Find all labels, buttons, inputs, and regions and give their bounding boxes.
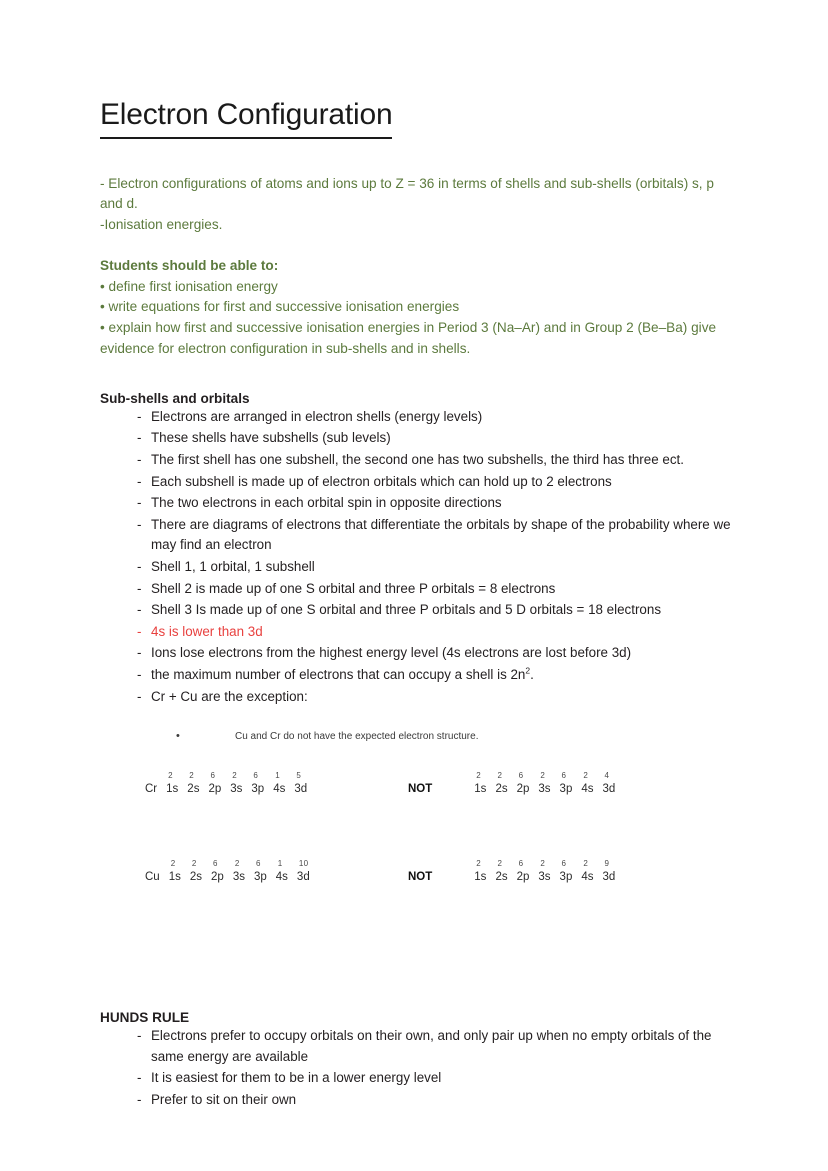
orbital-term [538,859,559,884]
orbital-term [189,859,211,884]
not-label: NOT [408,783,433,796]
orbital-term [581,771,602,796]
orbital-term [253,859,276,884]
orbital-electron-count: 2 [540,859,546,869]
orbital-term [538,771,559,796]
orbital-electron-count: 6 [213,859,218,869]
list-item [100,1090,740,1111]
orbital-term [208,771,230,796]
orbital-term [602,859,625,884]
orbital-electron-count: 2 [189,771,194,781]
orbital-term [273,771,294,796]
list-item-label: 4s is lower than 3d [151,623,263,639]
orbital-label: 1s [474,783,487,796]
orbital-term [559,859,582,884]
orbital-label: 2p [516,871,530,884]
orbital-electron-count: 6 [518,771,524,781]
document-content [100,98,740,1111]
orbital-label: 3d [602,871,616,884]
orbital-label: 1s [474,871,487,884]
orbital-term [602,771,625,796]
list-item-tail: . [530,667,534,682]
orbital-electron-count: 2 [234,859,240,869]
hunds-rule-heading: HUNDS RULE [100,1010,190,1026]
list-item [100,557,740,578]
orbital-label: 1s [166,783,179,796]
electron-configuration-row [145,771,316,796]
page-title: Electron Configuration [100,98,392,139]
spec-line-1: - Electron configurations of atoms and ions up to Z = 36 in terms of shells and sub-shells (orbitals) s, p and d. [100,175,714,212]
electron-configuration-row [145,859,319,884]
list-item [100,687,740,708]
orbital-term [187,771,208,796]
orbital-electron-count: 2 [232,771,237,781]
orbital-term [275,859,297,884]
list-item-label: Ions lose electrons from the highest energy level (4s electrons are lost before 3d) [151,645,632,661]
orbital-label: 4s [581,871,594,884]
list-item-label: Electrons prefer to occupy orbitals on their own, and only pair up when no empty orbitals of the same energy are available [151,1028,712,1064]
orbital-electron-count: 2 [583,771,588,781]
orbital-electron-count: 2 [497,771,503,781]
orbital-electron-count: 6 [253,771,259,781]
orbital-electron-count: 2 [497,859,503,869]
orbital-label: 2p [208,783,222,796]
subshells-list [100,407,740,707]
orbital-label: 2s [495,783,508,796]
orbital-term [230,771,251,796]
orbital-electron-count: 6 [561,859,567,869]
list-item [100,450,740,471]
orbital-electron-count: 6 [561,771,567,781]
orbital-term [516,859,539,884]
list-item [100,643,740,664]
hunds-rule-section [100,1010,740,1110]
orbital-electron-count: 2 [170,859,176,869]
orbital-electron-count: 1 [277,859,283,869]
element-symbol: Cu [145,871,160,884]
orbital-term [474,771,495,796]
orbital-label: 3d [294,783,308,796]
list-item [100,665,740,686]
orbital-label: 4s [581,783,594,796]
orbital-label: 3p [559,871,573,884]
list-item-label: Shell 1, 1 orbital, 1 subshell [151,559,315,575]
orbital-electron-count: 6 [518,859,524,869]
students-should-heading: Students should be able to: [100,257,279,273]
orbital-electron-count: 6 [255,859,261,869]
spec-bullet-1: • define first ionisation energy [100,278,278,294]
hunds-rule-list [100,1026,740,1110]
orbital-electron-count: 2 [476,859,481,869]
list-item-label: The two electrons in each orbital spin in opposite directions [151,495,502,511]
orbital-electron-count: 2 [476,771,481,781]
list-item [100,1026,740,1067]
list-item-label: It is easiest for them to be in a lower energy level [151,1070,442,1086]
orbital-label: 3s [538,783,551,796]
list-item-label: Prefer to sit on their own [151,1091,297,1107]
orbital-electron-count: 2 [168,771,173,781]
orbital-term [166,771,187,796]
list-item [100,579,740,600]
list-item-label: The first shell has one subshell, the second one has two subshells, the third has three ect. [151,452,684,468]
list-item [100,472,740,493]
list-item-label: These shells have subshells (sub levels) [151,430,391,446]
orbital-label: 3d [296,871,310,884]
electron-configuration-row [408,771,624,796]
specification-block [100,174,740,360]
orbital-term [581,859,602,884]
orbital-term [168,859,190,884]
list-item [100,600,740,621]
orbital-label: 2p [211,871,224,884]
spec-line-2: -Ionisation energies. [100,217,223,233]
orbital-label: 3d [602,783,616,796]
orbital-label: 4s [273,783,286,796]
orbital-label: 1s [168,871,181,884]
orbital-electron-count: 10 [298,859,309,869]
orbital-term [559,771,582,796]
orbital-term [495,859,516,884]
list-item-label: Each subshell is made up of electron orbitals which can hold up to 2 electrons [151,473,612,489]
list-item-label: Shell 3 Is made up of one S orbital and three P orbitals and 5 D orbitals = 18 electrons [151,602,662,618]
spacer [100,236,740,256]
orbital-electron-count: 2 [540,771,546,781]
orbital-label: 2s [495,871,508,884]
superscript: 2 [525,665,531,676]
list-item-label: the maximum number of electrons that can occupy a shell is 2n [151,667,526,682]
electron-configuration-row [408,859,624,884]
orbital-term [251,771,273,796]
orbital-label: 2p [516,783,530,796]
list-item-label: There are diagrams of electrons that differentiate the orbitals by shape of the probability where we may find an electron [151,516,731,553]
orbital-electron-count: 2 [191,859,197,869]
spec-bullet-3: • explain how first and successive ionisation energies in Period 3 (Na–Ar) and in Group 2 (Be–Ba) give evidence for electron configuration in sub-shells and in shells. [100,320,717,357]
orbital-term [474,859,495,884]
element-symbol: Cr [145,783,158,796]
orbital-term [294,771,316,796]
subshells-heading: Sub-shells and orbitals [100,390,250,406]
orbital-label: 3s [230,783,243,796]
orbital-term [296,859,319,884]
orbital-term [232,859,254,884]
orbital-label: 2s [187,783,200,796]
orbital-term [495,771,516,796]
orbital-label: 4s [275,871,288,884]
not-label: NOT [408,871,433,884]
orbital-electron-count: 6 [210,771,216,781]
list-item [100,428,740,449]
list-item-label: Cr + Cu are the exception: [151,688,308,704]
orbital-label: 3p [251,783,265,796]
orbital-label: 3s [538,871,551,884]
orbital-electron-count: 5 [296,771,302,781]
orbital-electron-count: 1 [275,771,280,781]
list-item [100,515,740,556]
orbital-term [211,859,233,884]
list-item [100,622,740,643]
electron-configuration-pair [100,859,740,958]
orbital-electron-count: 4 [604,771,610,781]
list-item [100,493,740,514]
orbital-term [516,771,539,796]
list-item [100,1068,740,1089]
orbital-label: 2s [189,871,203,884]
orbital-label: 3s [232,871,245,884]
electron-configuration-figures [100,771,740,958]
orbital-label: 3p [253,871,267,884]
spec-bullet-2: • write equations for first and successive ionisation energies [100,299,460,315]
list-item-label: Shell 2 is made up of one S orbital and three P orbitals = 8 electrons [151,580,556,596]
orbital-label: 3p [559,783,573,796]
sub-bullet-note: • Cu and Cr do not have the expected electron structure. [100,730,740,744]
orbital-electron-count: 2 [583,859,588,869]
list-item-label: Electrons are arranged in electron shells (energy levels) [151,408,483,424]
orbital-electron-count: 9 [604,859,610,869]
list-item [100,407,740,428]
